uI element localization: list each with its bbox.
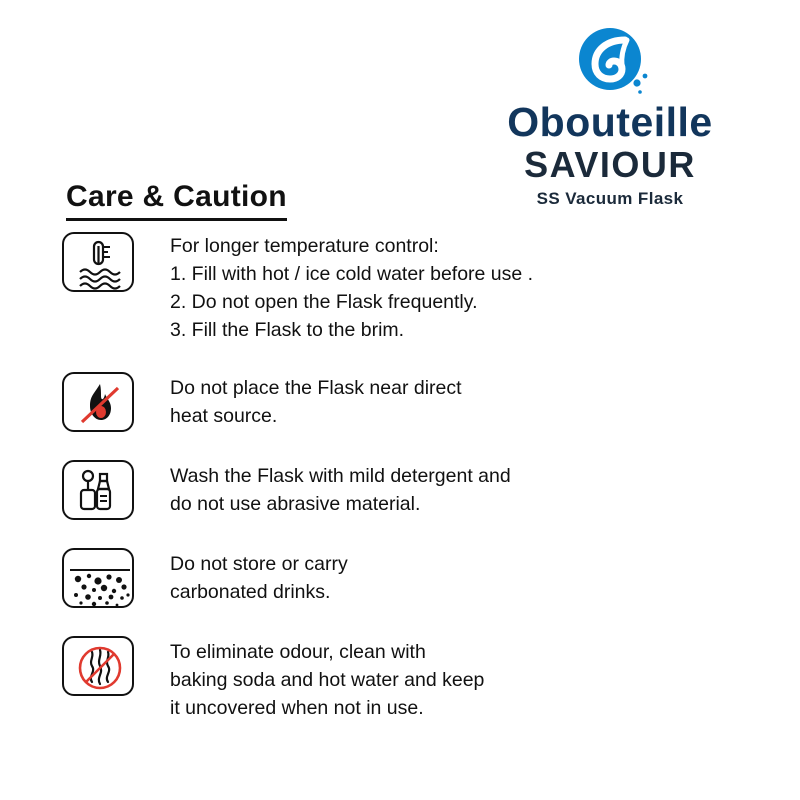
- care-item-line: To eliminate odour, clean with: [170, 641, 426, 663]
- page-title: Care & Caution: [66, 180, 287, 221]
- care-item-text: [170, 460, 511, 518]
- care-item-line: do not use abrasive material.: [170, 493, 421, 515]
- care-item-text: [170, 636, 484, 722]
- care-item: [62, 548, 762, 608]
- wave-circle-logo-icon: [567, 26, 653, 100]
- care-item-line: Do not store or carry: [170, 553, 348, 575]
- care-item-line: 2. Do not open the Flask frequently.: [170, 291, 478, 313]
- care-item-line: For longer temperature control:: [170, 235, 439, 257]
- care-item-line: Do not place the Flask near direct: [170, 377, 462, 399]
- care-item-line: baking soda and hot water and keep: [170, 669, 485, 691]
- carbonated-bubbles-icon: [62, 548, 134, 608]
- care-item-line: 1. Fill with hot / ice cold water before use .: [170, 263, 534, 285]
- detergent-bottle-icon: [62, 460, 134, 520]
- brand-subname: SAVIOUR: [524, 144, 696, 185]
- care-item-line: 3. Fill the Flask to the brim.: [170, 319, 405, 341]
- care-item: [62, 636, 762, 722]
- brand-tagline: SS Vacuum Flask: [536, 188, 684, 208]
- care-instruction-list: [62, 232, 762, 744]
- care-item-line: Wash the Flask with mild detergent and: [170, 465, 511, 487]
- care-item-text: [170, 232, 533, 344]
- care-item-text: [170, 548, 348, 606]
- care-item: [62, 232, 762, 344]
- no-flame-icon: [62, 372, 134, 432]
- care-item: [62, 460, 762, 520]
- brand-name: Obouteille: [507, 99, 713, 145]
- care-item: [62, 372, 762, 432]
- care-item-line: it uncovered when not in use.: [170, 697, 424, 719]
- care-item-text: [170, 372, 462, 430]
- thermometer-water-icon: [62, 232, 134, 292]
- care-item-line: carbonated drinks.: [170, 581, 331, 603]
- no-odour-icon: [62, 636, 134, 696]
- care-item-line: heat source.: [170, 405, 278, 427]
- brand-block: [460, 26, 760, 209]
